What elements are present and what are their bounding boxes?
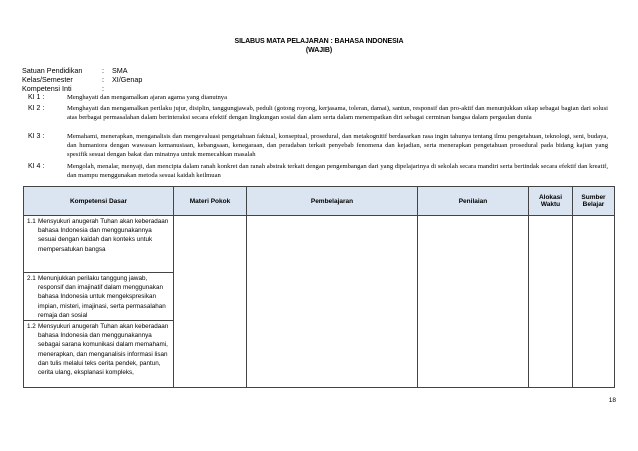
document-title: SILABUS MATA PELAJARAN : BAHASA INDONESIA bbox=[234, 38, 404, 45]
ki-code: KI 3 : bbox=[28, 133, 45, 140]
kd-cell bbox=[24, 273, 174, 321]
header-materi-pokok: Materi Pokok bbox=[174, 187, 247, 216]
meta-value: SMA bbox=[112, 66, 128, 75]
materi-pokok-cell bbox=[174, 216, 247, 388]
meta-value: XI/Genap bbox=[112, 75, 143, 84]
header-penilaian: Penilaian bbox=[418, 187, 529, 216]
penilaian-cell bbox=[418, 216, 529, 388]
silabus-table bbox=[23, 186, 615, 388]
ki-code: KI 2 : bbox=[28, 105, 45, 112]
meta-colon: : bbox=[102, 66, 104, 75]
kd-text: Menunjukkan perilaku tanggung jawab, responsif dan imajinatif dalam menggunakan bahasa Indonesia untuk mengekspresikan impian, misteri, imajinasi, serta permasalahan remaja dan sosial bbox=[38, 275, 166, 319]
ki-code: KI 1 : bbox=[28, 94, 45, 101]
ki-text: Memahami, menerapkan, menganalisis dan mengevaluasi pengetahuan faktual, konseptual, prosedural, dan metakognitif berdasarkan rasa ingin tahunya tentang ilmu pengetahuan, teknologi, seni, budaya, dan humaniora dengan wawasan kemanusiaan, kebangsaan, kenegaraan, dan peradaban terkait penyebab fenomena dan kejadian, serta menerapkan pengetahuan prosedural pada bidang kajian yang spesifik sesuai dengan bakat dan minatnya untuk memecahkan masalah bbox=[67, 133, 608, 158]
pembelajaran-cell bbox=[247, 216, 418, 388]
kd-cell bbox=[24, 321, 174, 388]
kd-text: Mensyukuri anugerah Tuhan akan keberadaan bahasa Indonesia dan menggunakannya sesuai dengan kaidah dan konteks untuk mempersatukan bangsa bbox=[38, 218, 169, 253]
kd-cell bbox=[24, 216, 174, 273]
kd-number: 1.2 bbox=[27, 323, 36, 331]
meta-label: Kompetensi Inti bbox=[22, 84, 72, 93]
ki-text: Mengolah, menalar, menyaji, dan mencipta dalam ranah konkret dan ranah abstrak terkait dengan pengembangan dari yang dipelajarinya di sekolah secara mandiri serta bertindak secara efektif dan kreatif, dan mampu menggunakan metoda sesuai kaidah keilmuan bbox=[67, 163, 608, 179]
meta-kelas-semester bbox=[22, 75, 142, 84]
kd-text: Mensyukuri anugerah Tuhan akan keberadaan bahasa Indonesia dan menggunakannya sebagai sarana komunikasi dalam memahami, menerapkan, dan menganalisis informasi lisan dan tulis melalui teks cerita pendek, pantun, cerita ulang, eksplanasi kompleks, bbox=[38, 323, 169, 377]
meta-label: Kelas/Semester bbox=[22, 75, 73, 84]
meta-label: Satuan Pendidikan bbox=[22, 66, 83, 75]
meta-colon: : bbox=[102, 75, 104, 84]
alokasi-waktu-cell bbox=[529, 216, 573, 388]
header-sumber-belajar: Sumber Belajar bbox=[573, 187, 615, 216]
page-number: 18 bbox=[608, 397, 616, 404]
header-kompetensi-dasar: Kompetensi Dasar bbox=[24, 187, 174, 216]
meta-colon: : bbox=[102, 84, 104, 93]
header-pembelajaran: Pembelajaran bbox=[247, 187, 418, 216]
header-alokasi-waktu: Alokasi Waktu bbox=[529, 187, 573, 216]
table-row bbox=[24, 216, 615, 273]
kd-number: 1.1 bbox=[27, 218, 36, 225]
meta-kompetensi-inti bbox=[22, 84, 112, 93]
ki-text: Menghayati dan mengamalkan perilaku jujur, disiplin, tanggungjawab, peduli (gotong royong, kerjasama, toleran, damai), santun, responsif dan pro-aktif dan menunjukkan sikap sebagai bagian dari solusi atas berbagai permasalahan dalam berinteraksi secara efektif dengan lingkungan sosial dan alam serta dalam menempatkan diri sebagai cerminan bangsa dalam pergaulan dunia bbox=[67, 105, 608, 121]
ki-text: Menghayati dan mengamalkan ajaran agama yang dianutnya bbox=[67, 94, 228, 101]
table-header-row bbox=[24, 187, 615, 216]
meta-satuan-pendidikan bbox=[22, 66, 128, 75]
sumber-belajar-cell bbox=[573, 216, 615, 388]
ki-code: KI 4 : bbox=[28, 163, 45, 170]
kd-number: 2.1 bbox=[27, 275, 36, 282]
document-subtitle: (WAJIB) bbox=[305, 47, 333, 54]
